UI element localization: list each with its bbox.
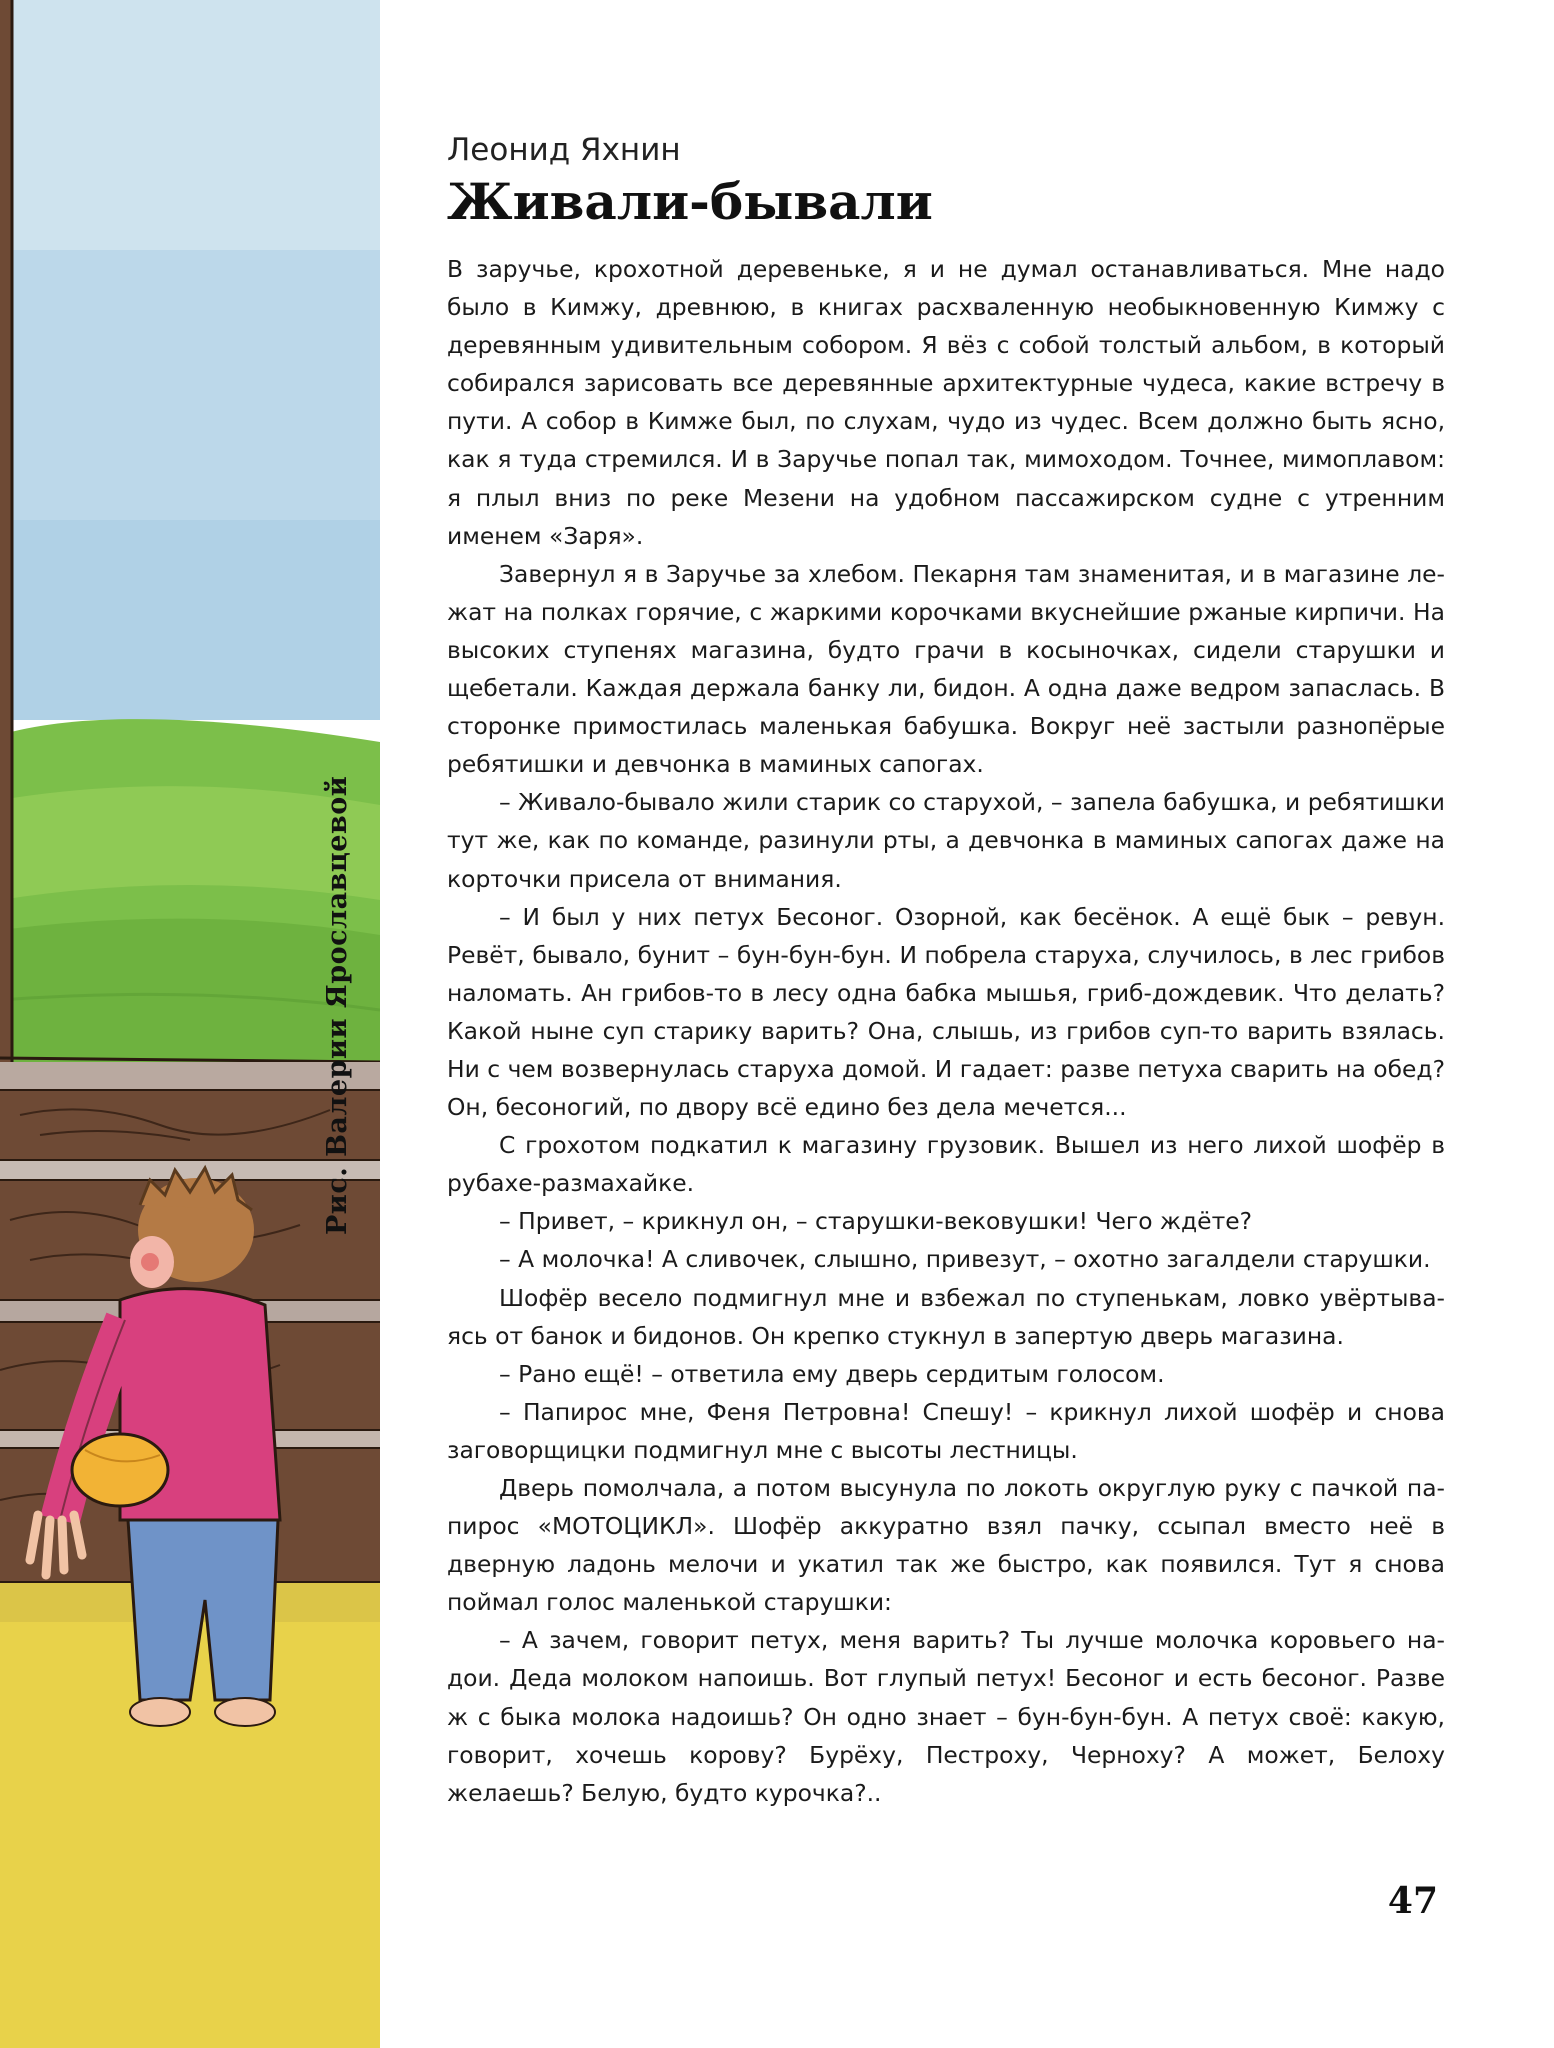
story-title: Живали-бывали bbox=[447, 172, 933, 231]
paragraph: Дверь помолчала, а потом высунула по локоть округлую руку с пачкой папирос «МОТОЦИКЛ». Шофёр аккуратно взял пачку, ссыпал вместо неё в дверную ладонь мелочи и укатил так же быстро, как появился. Тут я снова поймал голос маленькой старушки: bbox=[447, 1474, 1445, 1617]
paragraph: – И был у них петух Бесоног. Озорной, как бесёнок. А ещё бык – ревун. Ревёт, бывало, бунит – бун-бун-бун. И побрела старуха, случилось, в лес грибов наломать. Ан грибов-то в лесу одна бабка мышья, гриб-дождевик. Что делать? Какой ныне суп старику варить? Она, слышь, из грибов суп-то варить взялась. Ни с чем возвернулась старуха домой. И гадает: разве петуха сварить на обед? Он, бесоногий, по двору всё едино без дела мечется... bbox=[447, 902, 1445, 1122]
window-frame bbox=[0, 0, 12, 1062]
author-name: Леонид Яхнин bbox=[447, 132, 681, 168]
paragraph: – Рано ещё! – ответила ему дверь сердитым голосом. bbox=[499, 1359, 1165, 1388]
paragraph: – А молочка! А сливочек, слышно, привезут, – охотно загалдели старушки. bbox=[499, 1245, 1431, 1274]
paragraph: – Привет, – крикнул он, – старушки-вековушки! Чего ждёте? bbox=[499, 1207, 1253, 1236]
paragraph: – Живало-бывало жили старик со старухой, – запела бабушка, и ребятишки тут же, как по команде, разинули рты, а девчонка в маминых сапогах даже на корточки присела от внимания. bbox=[447, 788, 1445, 893]
illustration-credit: Рис. Валерии Ярославцевой bbox=[322, 775, 353, 1235]
illustration bbox=[0, 0, 380, 2048]
paragraph: С грохотом подкатил к магазину грузовик. Вышел из него лихой шофёр в рубахе-размахайке. bbox=[447, 1131, 1445, 1198]
paragraph: – А зачем, говорит петух, меня варить? Ты лучше молочка коровьего надои. Деда молоком напоишь. Вот глупый петух! Бесоног и есть бесоног. Разве ж с быка молока надоишь? Он одно знает – бун-бун-бун. А петух своё: какую, говорит, хочешь корову? Бурёху, Пестроху, Черноху? А может, Белоху желаешь? Белую, будто курочка?.. bbox=[447, 1626, 1445, 1807]
article bbox=[447, 130, 1445, 1812]
story-body bbox=[447, 250, 1445, 1812]
paragraph: – Папирос мне, Феня Петровна! Спешу! – крикнул лихой шофёр и снова заговорщицки подмигнул мне с высоты лестницы. bbox=[447, 1397, 1445, 1464]
paragraph: Завернул я в Заручье за хлебом. Пекарня там знаменитая, и в магазине лежат на полках горячие, с жаркими корочками вкуснейшие ржаные кирпичи. На высоких ступенях магазина, будто грачи в косыночках, сидели старушки и щебетали. Каждая держала банку ли, бидон. А одна даже ведром запаслась. В сторонке примостилась маленькая бабушка. Вокруг неё застыли разнопёрые ребятишки и девчонка в маминых сапогах. bbox=[447, 559, 1445, 779]
paragraph: В заручье, крохотной деревеньке, я и не думал останавливаться. Мне надо было в Кимжу, древнюю, в книгах расхваленную необыкновенную Кимжу с деревянным удивительным собором. Я вёз с собой толстый альбом, в который собирался зарисовать все деревянные архитектурные чудеса, какие встречу в пути. А собор в Кимже был, по слухам, чудо из чудес. Всем должно быть ясно, как я туда стремился. И в Заручье попал так, мимоходом. Точнее, мимоплавом: я плыл вниз по реке Мезени на удобном пассажирском судне с утренним именем «Заря». bbox=[447, 255, 1445, 550]
page-number: 47 bbox=[1387, 1880, 1438, 1922]
paragraph: Шофёр весело подмигнул мне и взбежал по ступенькам, ловко увёртываясь от банок и бидонов. Он крепко стукнул в запертую дверь магазина. bbox=[447, 1283, 1445, 1350]
